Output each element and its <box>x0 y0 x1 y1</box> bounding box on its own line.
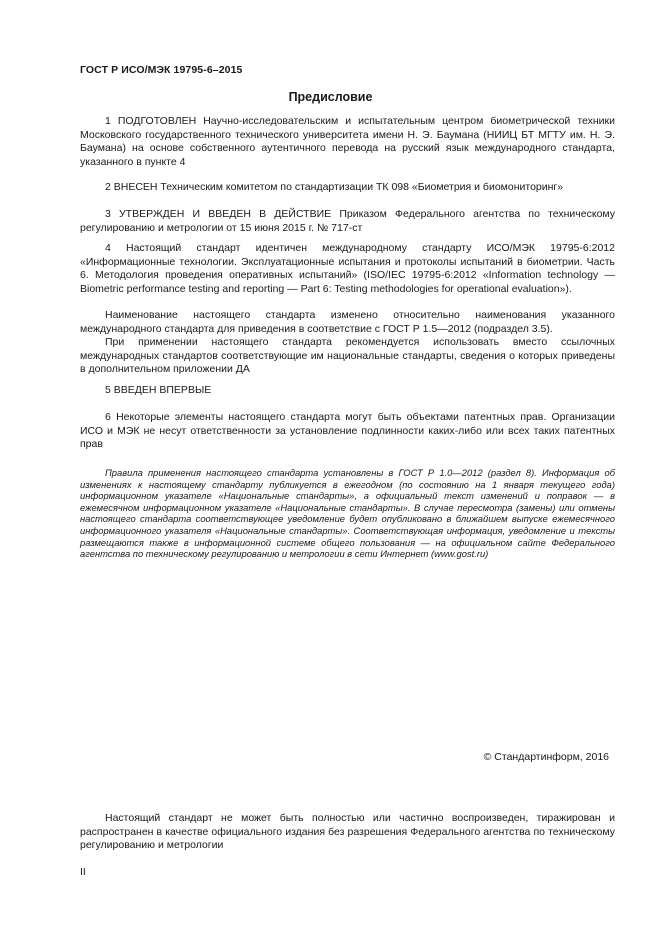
paragraph-introduced-by: 2 ВНЕСЕН Техническим комитетом по стандартизации ТК 098 «Биометрия и биомониторинг» <box>105 181 564 193</box>
paragraph-introduced-first: 5 ВВЕДЕН ВПЕРВЫЕ <box>105 384 212 396</box>
page-number: II <box>80 866 86 878</box>
paragraph-name-changed: Наименование настоящего стандарта изменено относительно наименования указанного международного стандарта для приведения в соответствие с ГОСТ Р 1.5—2012 (подраздел 3.5). <box>80 309 615 335</box>
paragraph-identical-standard: 4 Настоящий стандарт идентичен международному стандарту ИСО/МЭК 19795-6:2012 «Информационные технологии. Эксплуатационные испытания и протоколы испытаний в биометрии. Часть 6. Методология проведения оперативных испытаний» (ISO/IEC 19795-6:2012 «Information technology — Biometric performance testing and reporting — Part 6: Testing methodologies for operational evaluation»). <box>80 242 615 295</box>
reproduction-notice: Настоящий стандарт не может быть полностью или частично воспроизведен, тиражирован и распространен в качестве официального издания без разрешения Федерального агентства по техническому регулированию и метрологии <box>80 812 615 852</box>
copyright-notice: © Стандартинформ, 2016 <box>483 751 609 763</box>
paragraph-patent-rights: 6 Некоторые элементы настоящего стандарта могут быть объектами патентных прав. Организации ИСО и МЭК не несут ответственности за установление подлинности каких-либо или всех таких патентных прав <box>80 411 615 451</box>
page-title: Предисловие <box>288 90 373 104</box>
paragraph-approved: 3 УТВЕРЖДЕН И ВВЕДЕН В ДЕЙСТВИЕ Приказом Федерального агентства по техническому регулированию и метрологии от 15 июня 2015 г. № 717-ст <box>80 208 615 234</box>
paragraph-prepared-by: 1 ПОДГОТОВЛЕН Научно-исследовательским и испытательным центром биометрической техники Московского государственного технического университета имени Н. Э. Баумана (НИИЦ БТ МГТУ им. Н. Э. Баумана) на основе собственного аутентичного перевода на русский язык международного стандарта, указанного в пункте 4 <box>80 115 615 168</box>
application-rules-note: Правила применения настоящего стандарта установлены в ГОСТ Р 1.0—2012 (раздел 8). Информация об изменениях к настоящему стандарту публикуется в ежегодном (по состоянию на 1 января текущего года) информационном указателе «Национальные стандарты», а официальный текст изменений и поправок — в ежемесячном информационном указателе «Национальные стандарты». В случае пересмотра (замены) или отмены настоящего стандарта соответствующее уведомление будет опубликовано в ближайшем выпуске ежемесячного информационного указателя «Национальные стандарты». Соответствующая информация, уведомление и тексты размещаются также в информационной системе общего пользования — на официальном сайте Федерального агентства по техническому регулированию и метрологии в сети Интернет (www.gost.ru) <box>80 467 615 560</box>
document-header: ГОСТ Р ИСО/МЭК 19795-6–2015 <box>80 64 243 76</box>
paragraph-national-standards: При применении настоящего стандарта рекомендуется использовать вместо ссылочных международных стандартов соответствующие им национальные стандарты, сведения о которых приведены в дополнительном приложении ДА <box>80 336 615 376</box>
